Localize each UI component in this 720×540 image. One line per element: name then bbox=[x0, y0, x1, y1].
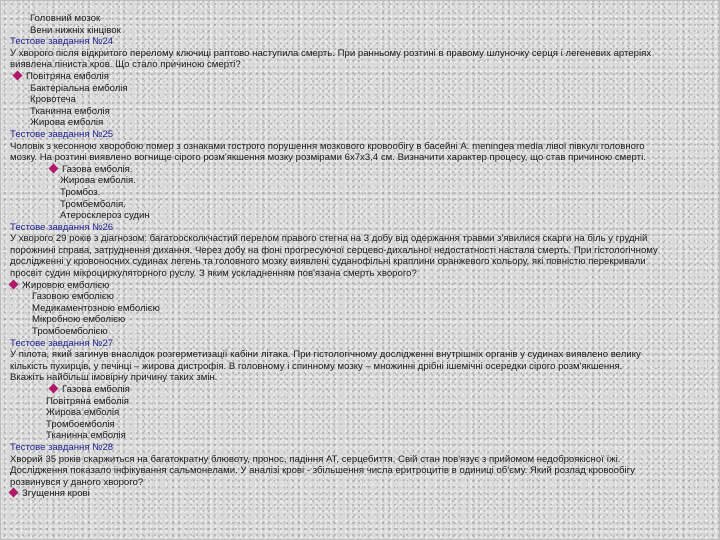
question-text: Хворий 35 років скаржиться на багатократну блювоту, пронос, падіння АТ, серцебиття. Свій стан пов'язує з прийомом недоброякісної їжі. bbox=[10, 453, 621, 465]
question-text: Чоловік з кесонною хворобою помер з ознаками гострого порушення мозкового кровообігу в басейні A. meningea media лівої півкулі головного bbox=[10, 140, 645, 152]
option-line: Бактеріальна емболія bbox=[30, 82, 128, 94]
question-text: У хворого після відкритого перелому ключиці раптово наступила смерть. При ранньому розтині в правому шлуночку серця і легеневих артеріях bbox=[10, 47, 652, 59]
question-text: просвіт судин мікроциркуляторного руслу. З яким ускладненням пов'язана смерть хворого? bbox=[10, 268, 417, 280]
diamond-bullet-icon bbox=[9, 279, 19, 289]
correct-option bbox=[10, 71, 710, 83]
option-line: Тромбоемболією bbox=[32, 326, 108, 338]
question-text: мозку. На розтині виявлено вогнище сірого розм'якшення мозку розмірами 6x7x3,4 см. Визначити характер процесу, що став причиною смерті. bbox=[10, 152, 646, 164]
question-text: У хворого 29 років з діагнозом: багатоосколкчастий перелом правого стегна на 3 добу від одержання травми з'явилися скарги на біль у грудній bbox=[10, 233, 648, 245]
question-text: порожнині справа, затруднення дихання. Через добу на фоні прогресуючої серцево-дихальної недостатності настала смерть. При гістологічному bbox=[10, 244, 658, 256]
slide-content bbox=[10, 13, 710, 500]
question-text: кількість пухирців, у печінці – жирова дистрофія. В головному і спинному мозку – множинні дрібні ішемічні осередки сірого розм'якшення. bbox=[10, 360, 623, 372]
option-line: Кровотеча bbox=[30, 94, 77, 106]
option-line: Головний мозок bbox=[30, 13, 101, 24]
option-line: Тромбоемболія bbox=[46, 418, 115, 430]
option-label: Згущення крові bbox=[22, 488, 90, 500]
option-label: Газова емболія bbox=[62, 384, 130, 395]
option-line: Жирова емболія. bbox=[60, 175, 136, 187]
question-text: Вкажіть найбільш імовірну причину таких змін. bbox=[10, 372, 218, 384]
option-line: Жирова емболія bbox=[46, 407, 120, 419]
correct-option bbox=[10, 488, 710, 500]
question-heading-24: Тестове завдання №24 bbox=[10, 36, 114, 48]
question-heading-28: Тестове завдання №28 bbox=[10, 441, 114, 453]
correct-option bbox=[10, 280, 710, 292]
question-heading-25: Тестове завдання №25 bbox=[10, 128, 114, 140]
option-line: Газовою емболією bbox=[32, 291, 114, 303]
question-text: розвинувся у даного хворого? bbox=[10, 476, 144, 488]
option-line: Тканинна емболія bbox=[30, 105, 110, 117]
question-heading-26: Тестове завдання №26 bbox=[10, 221, 114, 233]
question-heading-27: Тестове завдання №27 bbox=[10, 337, 114, 349]
option-label: Газова емболія. bbox=[62, 163, 133, 175]
option-line: Медикаментозною емболією bbox=[32, 302, 160, 314]
diamond-bullet-icon bbox=[49, 384, 59, 394]
option-line: Атеросклероз судин bbox=[60, 210, 150, 222]
option-line: Тромбоз. bbox=[60, 186, 101, 198]
option-line: Тромбемболія. bbox=[60, 198, 126, 210]
question-text: виявлена піниста кров. Що стало причиною смерті? bbox=[10, 59, 241, 71]
correct-option bbox=[10, 164, 710, 176]
question-text: Дослідження показало інфікування сальмонелами. У аналізі крові - збільшення числа еритроцитів в одиниці об'єму. Який розлад кровообігу bbox=[10, 465, 635, 477]
question-text: У пілота, який загинув внаслідок розгерметизації кабіни літака. При гістологічному дослідженні внутрішніх органів у судинах виявлено велику bbox=[10, 349, 641, 361]
option-line: Тканинна емболія bbox=[46, 430, 126, 442]
option-label: Повітряна емболія bbox=[26, 70, 109, 82]
option-line: Повітряна емболія bbox=[46, 395, 129, 407]
option-line: Жирова емболія bbox=[30, 117, 104, 129]
option-line: Мікробною емболією bbox=[32, 314, 126, 326]
option-label: Жировою емболією bbox=[22, 279, 110, 291]
diamond-bullet-icon bbox=[9, 488, 19, 498]
question-text: дослідженні у кровоносних судинах легень та головного мозку виявлені суданофільні краплини оранжевого кольору, які повністю перекривали bbox=[10, 256, 646, 268]
option-line: Вени нижніх кінцівок bbox=[30, 24, 121, 36]
correct-option bbox=[10, 384, 710, 396]
diamond-bullet-icon bbox=[49, 163, 59, 173]
diamond-bullet-icon bbox=[13, 71, 23, 81]
